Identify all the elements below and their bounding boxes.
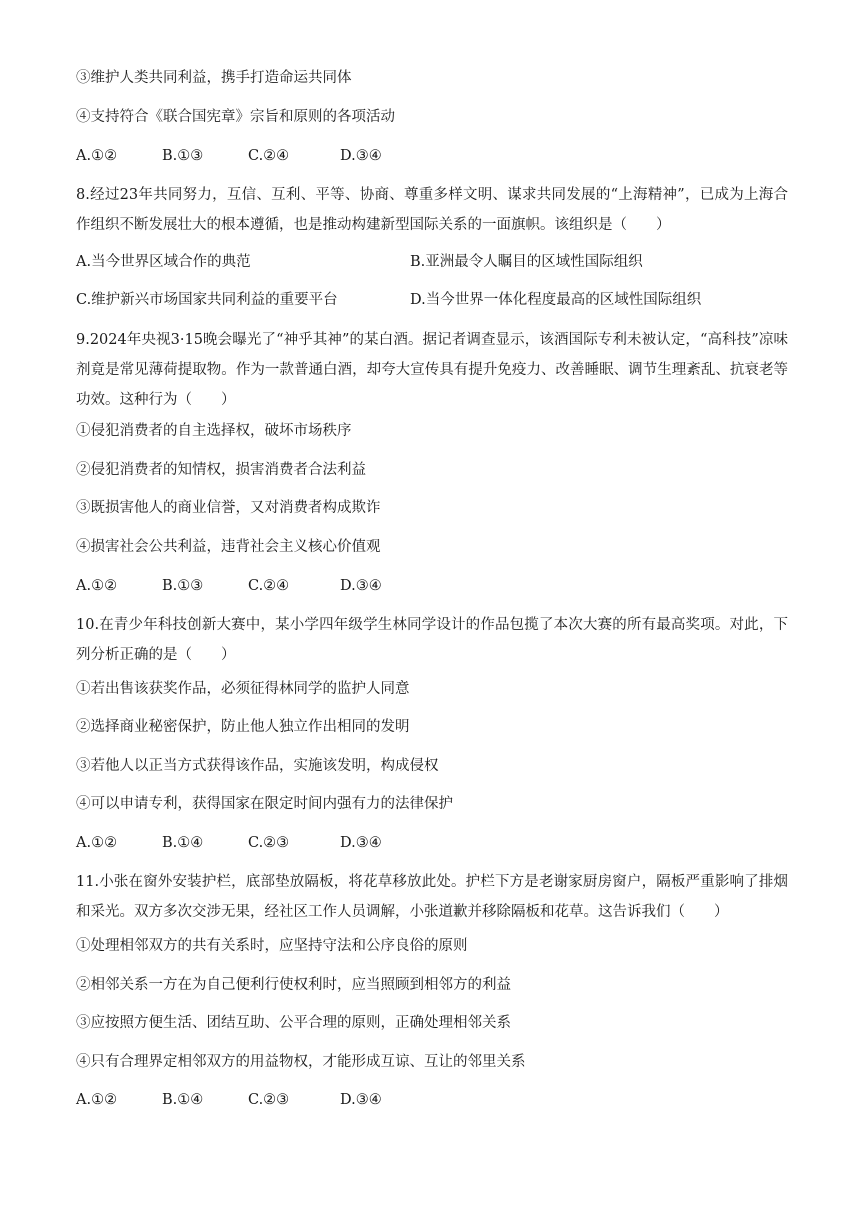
q7-option-b: B.①③ <box>162 148 204 164</box>
q11-option-a: A.①② <box>76 1092 118 1108</box>
q9-options <box>76 576 420 596</box>
q8-stem: 8.经过23年共同努力，互信、互利、平等、协商、尊重多样文明、谋求共同发展的“上海精神”，已成为上海合作组织不断发展壮大的根本遵循，也是推动构建新型国际关系的一面旗帜。该组织是（ ） <box>76 187 788 233</box>
q9-item-2: ②侵犯消费者的知情权，损害消费者合法利益 <box>76 462 366 478</box>
q9-option-a: A.①② <box>76 578 118 594</box>
q8-option-b: B.亚洲最令人瞩目的区域性国际组织 <box>410 254 643 270</box>
q10-item-2: ②选择商业秘密保护，防止他人独立作出相同的发明 <box>76 719 410 735</box>
q10-item-3: ③若他人以正当方式获得该作品，实施该发明，构成侵权 <box>76 758 439 774</box>
q7-item-4: ④支持符合《联合国宪章》宗旨和原则的各项活动 <box>76 109 395 125</box>
q11-option-d: D.③④ <box>340 1092 382 1108</box>
q8-option-c: C.维护新兴市场国家共同利益的重要平台 <box>76 292 338 308</box>
q7-option-a: A.①② <box>76 148 118 164</box>
q11-item-2: ②相邻关系一方在为自己便利行使权利时，应当照顾到相邻方的利益 <box>76 977 511 993</box>
q7-options <box>76 146 420 166</box>
q10-option-b: B.①④ <box>162 835 204 851</box>
q10-stem: 10.在青少年科技创新大赛中，某小学四年级学生林同学设计的作品包揽了本次大赛的所有最高奖项。对此，下列分析正确的是（ ） <box>76 617 788 663</box>
q7-item-3: ③维护人类共同利益，携手打造命运共同体 <box>76 70 352 86</box>
q9-stem: 9.2024年央视3·15晚会曝光了“神乎其神”的某白酒。据记者调查显示，该酒国际专利未被认定，“高科技”凉味剂竟是常见薄荷提取物。作为一款普通白酒，却夸大宣传具有提升免疫力、改善睡眠、调节生理紊乱、抗衰老等功效。这种行为（ ） <box>76 332 788 408</box>
q10-options <box>76 833 420 853</box>
q11-item-1: ①处理相邻双方的共有关系时，应坚持守法和公序良俗的原则 <box>76 938 468 954</box>
q9-option-c: C.②④ <box>248 578 290 594</box>
q9-item-3: ③既损害他人的商业信誉，又对消费者构成欺诈 <box>76 500 381 516</box>
q11-item-4: ④只有合理界定相邻双方的用益物权，才能形成互谅、互让的邻里关系 <box>76 1054 526 1070</box>
q11-option-c: C.②③ <box>248 1092 290 1108</box>
q10-option-d: D.③④ <box>340 835 382 851</box>
q11-options <box>76 1090 420 1110</box>
q11-option-b: B.①④ <box>162 1092 204 1108</box>
q9-option-b: B.①③ <box>162 578 204 594</box>
q10-item-4: ④可以申请专利，获得国家在限定时间内强有力的法律保护 <box>76 796 453 812</box>
q8-option-a: A.当今世界区域合作的典范 <box>76 254 251 270</box>
q10-item-1: ①若出售该获奖作品，必须征得林同学的监护人同意 <box>76 681 410 697</box>
q9-item-1: ①侵犯消费者的自主选择权，破坏市场秩序 <box>76 423 352 439</box>
q7-option-d: D.③④ <box>340 148 382 164</box>
q11-item-3: ③应按照方便生活、团结互助、公平合理的原则，正确处理相邻关系 <box>76 1015 511 1031</box>
q10-option-c: C.②③ <box>248 835 290 851</box>
q8-option-d: D.当今世界一体化程度最高的区域性国际组织 <box>410 292 702 308</box>
q11-stem: 11.小张在窗外安装护栏，底部垫放隔板，将花草移放此处。护栏下方是老谢家厨房窗户，隔板严重影响了排烟和采光。双方多次交涉无果，经社区工作人员调解，小张道歉并移除隔板和花草。这告诉我们（ ） <box>76 874 788 920</box>
q7-option-c: C.②④ <box>248 148 290 164</box>
q10-option-a: A.①② <box>76 835 118 851</box>
q9-item-4: ④损害社会公共利益，违背社会主义核心价值观 <box>76 539 381 555</box>
q9-option-d: D.③④ <box>340 578 382 594</box>
